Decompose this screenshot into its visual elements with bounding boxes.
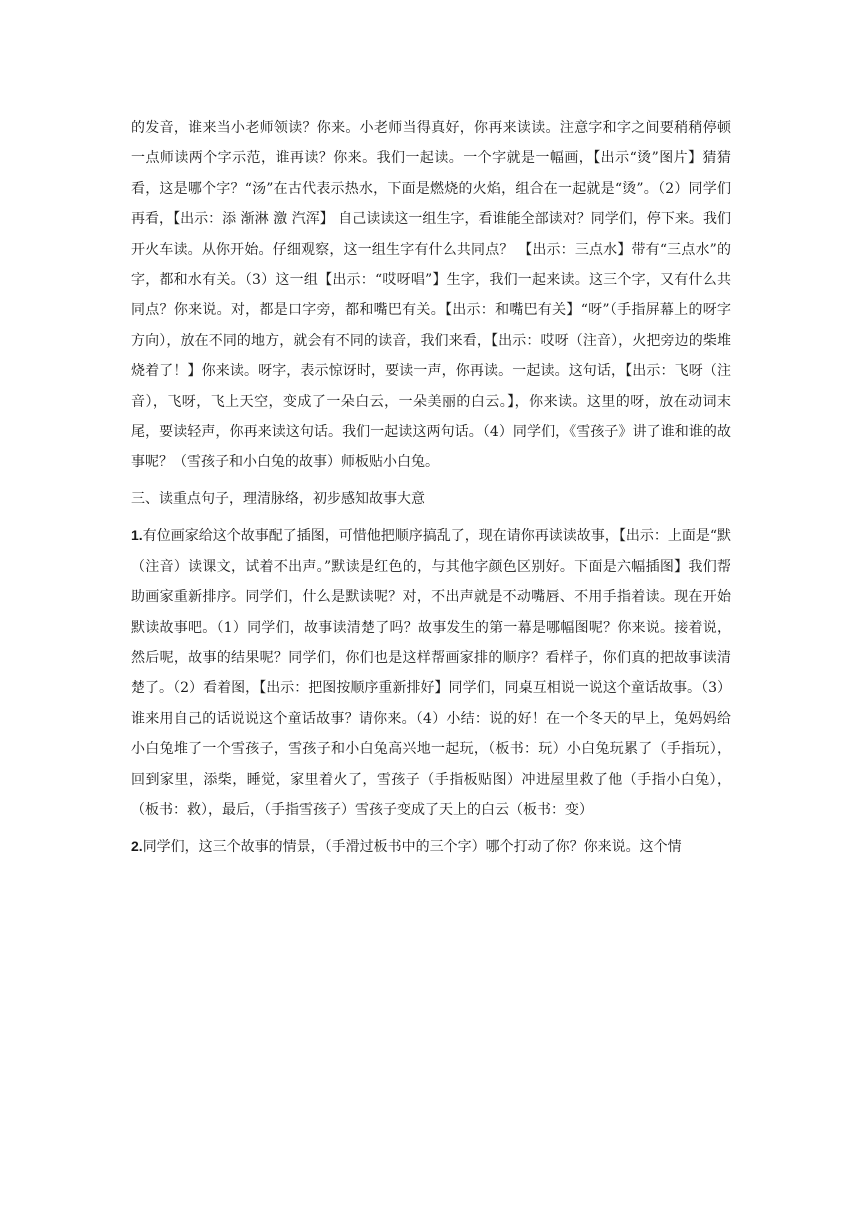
heading-text: 三、读重点句子，理清脉络，初步感知故事大意 (131, 490, 425, 507)
paragraph-item-2 (131, 831, 731, 862)
item-number: 1. (131, 527, 143, 544)
paragraph-item-1 (131, 520, 731, 825)
document-page (131, 113, 731, 869)
section-heading-three (131, 484, 731, 514)
paragraph-text: 的发音，谁来当小老师领读？你来。小老师当得真好，你再来读读。注意字和字之间要稍稍停顿一点师读两个字示范，谁再读？你来。我们一起读。一个字就是一幅画，【出示“烫”图片】猜猜看，这是哪个字？“汤”在古代表示热水，下面是燃烧的火焰，组合在一起就是“烫”。（2）同学们再看，【出示：添 渐淋 激 汽浑】 自己读读这一组生字，看谁能全部读对？同学们，停下来。我们开火车读。从你开始。仔细观察，这一组生字有什么共同点？ 【出示：三点水】带有“三点水”的字，都和水有关。（3）这一组【出示：“哎呀唱”】生字，我们一起来读。这三个字，又有什么共同点？你来说。对，都是口字旁，都和嘴巴有关。【出示：和嘴巴有关】“呀”（手指屏幕上的呀字方向），放在不同的地方，就会有不同的读音，我们来看，【出示：哎呀（注音），火把旁边的柴堆烧着了！】你来读。呀字，表示惊讶时，要读一声，你再读。一起读。这句话，【出示：飞呀（注音），飞呀，飞上天空，变成了一朵白云，一朵美丽的白云。】，你来读。这里的呀，放在动词末尾，要读轻声，你再来读这句话。我们一起读这两句话。（4）同学们，《雪孩子》讲了谁和谁的故事呢？（雪孩子和小白兔的故事）师板贴小白兔。 (131, 120, 731, 471)
item-number: 2. (131, 838, 143, 855)
paragraph-pinyin-practice (131, 113, 731, 478)
paragraph-text: 同学们，这三个故事的情景，（手滑过板书中的三个字）哪个打动了你？你来说。这个情 (142, 839, 682, 856)
paragraph-text: 有位画家给这个故事配了插图，可惜他把顺序搞乱了，现在请你再读读故事，【出示：上面是“默（注音）读课文，试着不出声。”默读是红色的，与其他字颜色区别好。下面是六幅插图】我们帮助画家重新排序。同学们，什么是默读呢？对，不出声就是不动嘴唇、不用手指着读。现在开始默读故事吧。（1）同学们，故事读清楚了吗？故事发生的第一幕是哪幅图呢？你来说。接着说，然后呢，故事的结果呢？同学们，你们也是这样帮画家排的顺序？看样子，你们真的把故事读清楚了。（2）看着图，【出示：把图按顺序重新排好】同学们，同桌互相说一说这个童话故事。（3）谁来用自己的话说说这个童话故事？请你来。（4）小结：说的好！在一个冬天的早上，兔妈妈给小白兔堆了一个雪孩子，雪孩子和小白兔高兴地一起玩，（板书：玩）小白兔玩累了（手指玩），回到家里，添柴，睡觉，家里着火了，雪孩子（手指板贴图）冲进屋里救了他（手指小白兔），（板书：救），最后，（手指雪孩子）雪孩子变成了天上的白云（板书：变） (131, 528, 731, 818)
